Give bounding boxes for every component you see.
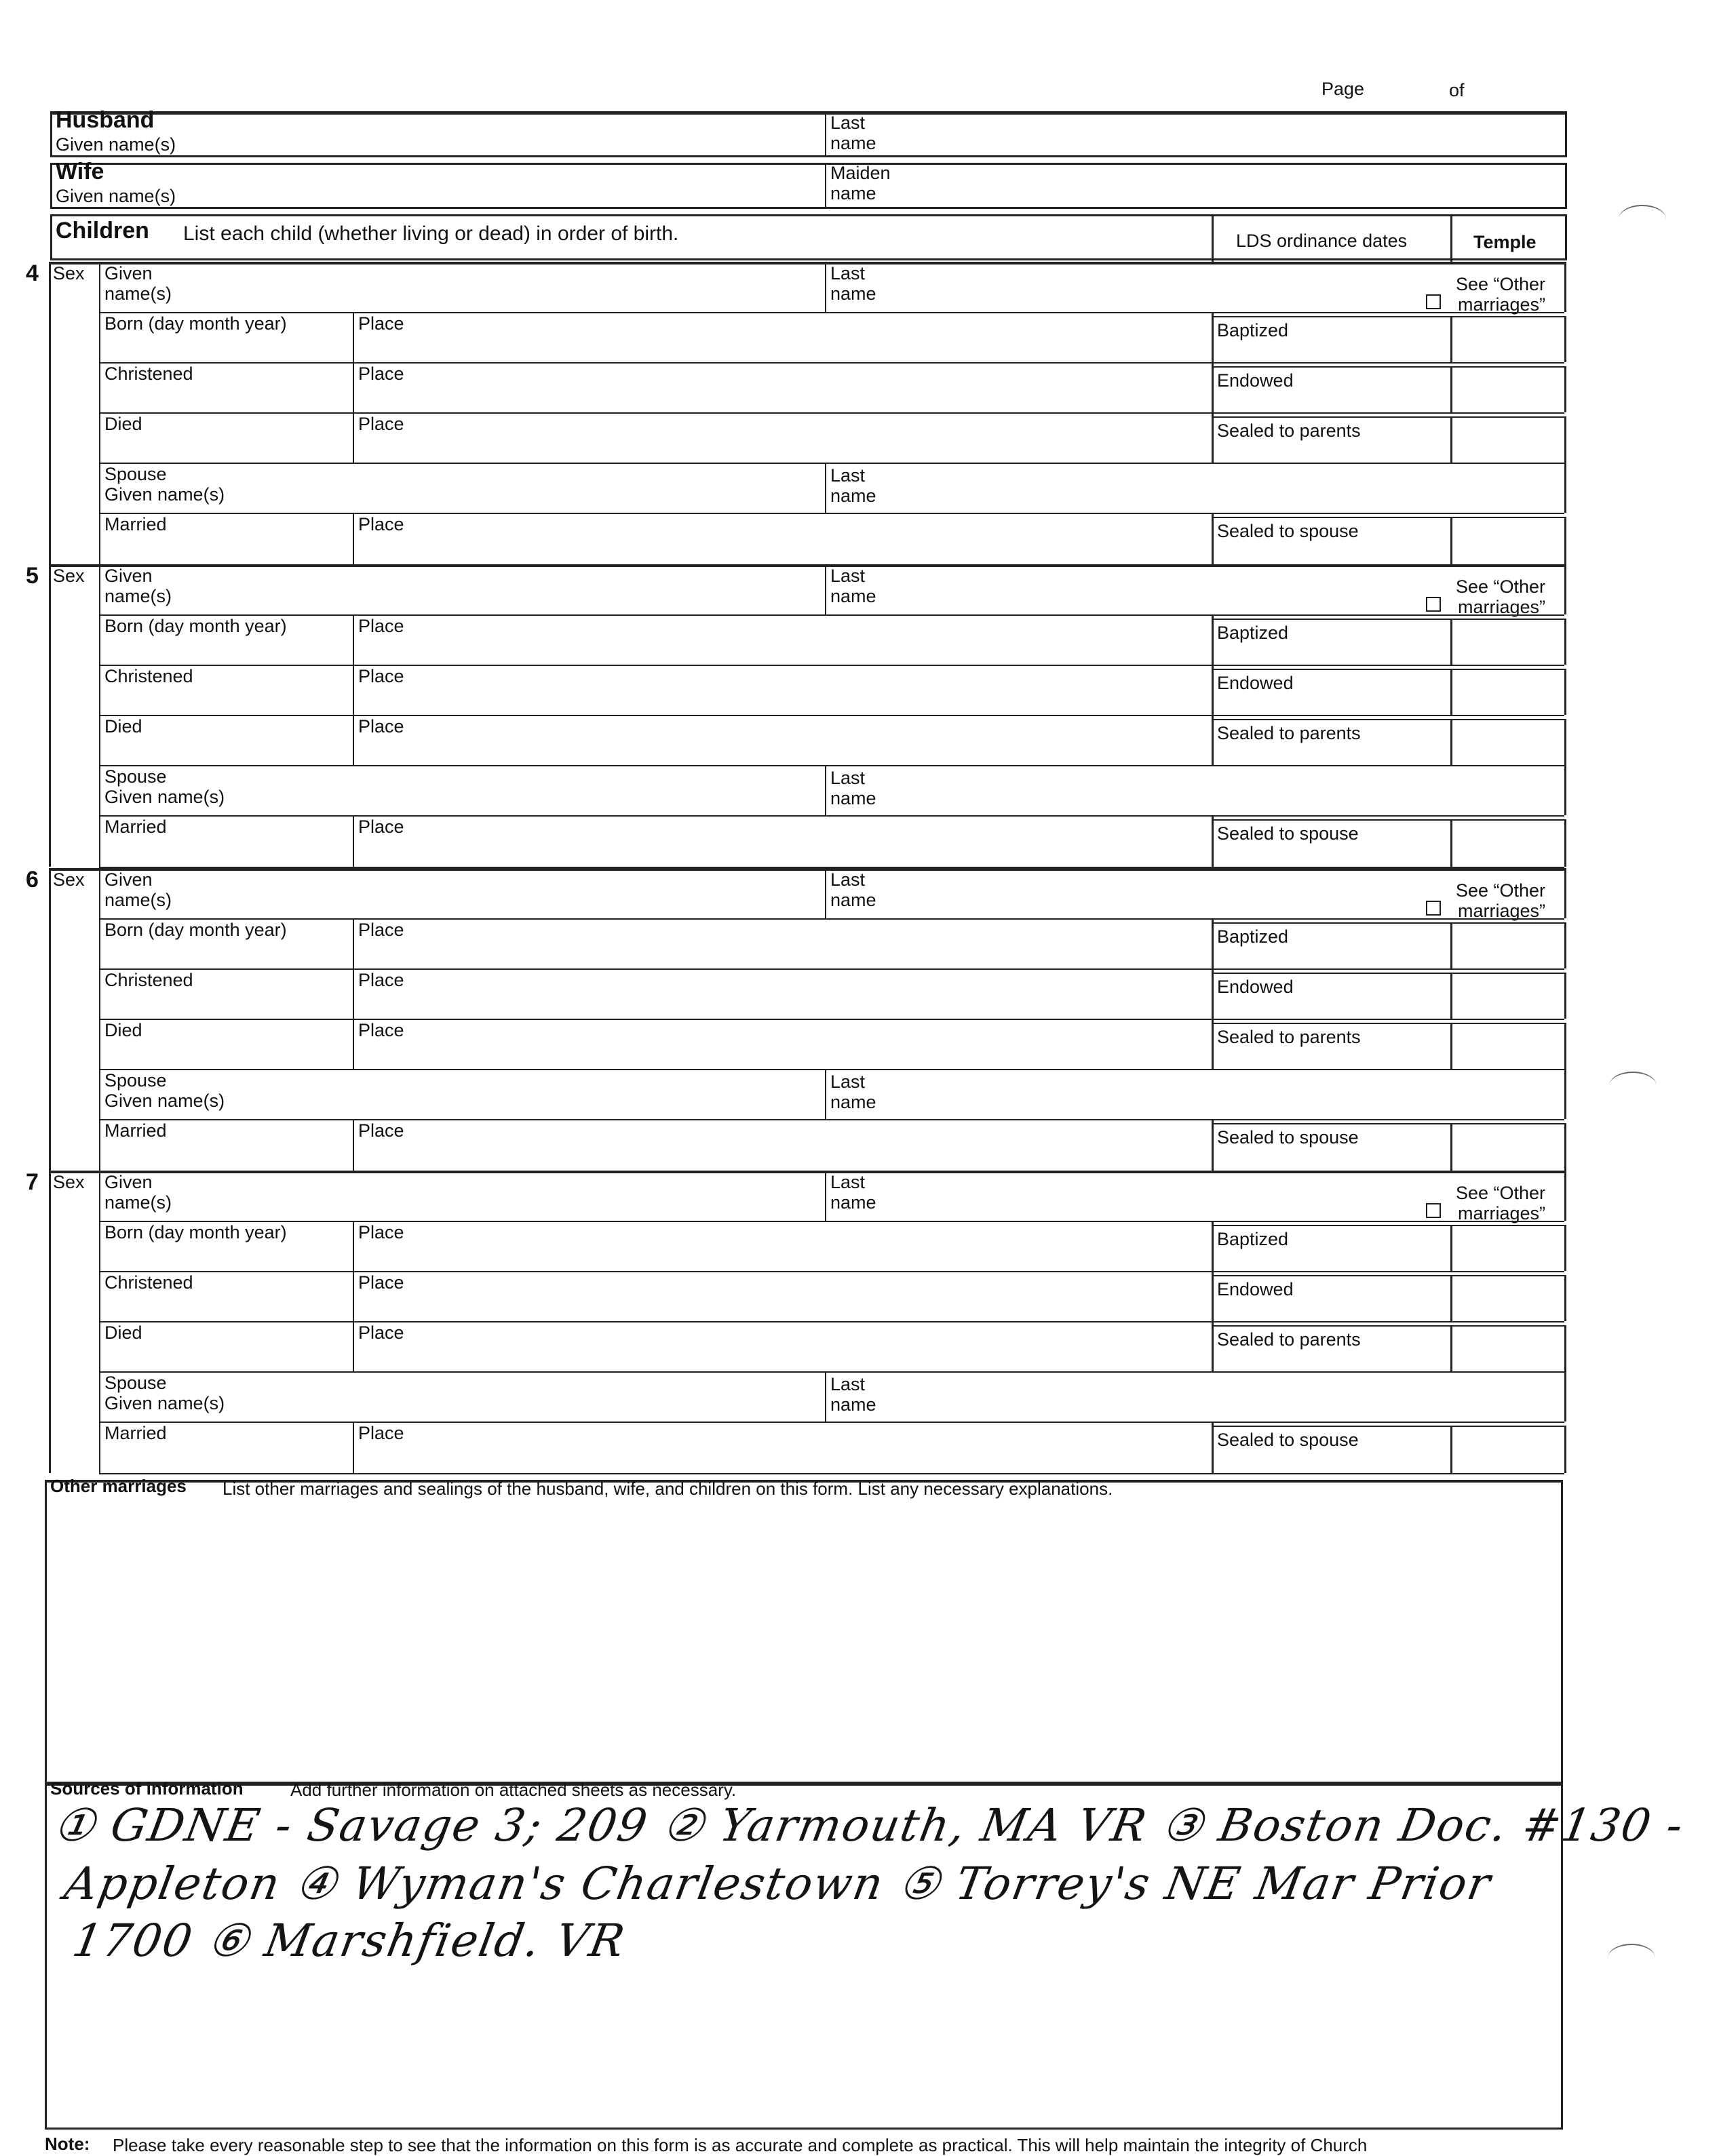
temple-header: Temple <box>1473 232 1537 252</box>
spouse-last-name-label: Last name <box>830 768 876 808</box>
place-label: Place <box>358 1020 404 1040</box>
handwritten-source-line-3: 1700 ⑥ Marshfield. VR <box>69 1915 630 1967</box>
note-text: Please take every reasonable step to see that the information on this form is as accurate and complete as practical. This will help maintain the integrity of Church <box>113 2135 1368 2155</box>
endowed-label: Endowed <box>1217 673 1294 693</box>
sex-label: Sex <box>53 263 85 283</box>
sealed-spouse-label: Sealed to spouse <box>1217 521 1359 541</box>
wife-row <box>50 159 1567 209</box>
place-label: Place <box>358 1120 404 1141</box>
lds-ordinance-header: LDS ordinance dates <box>1236 231 1408 251</box>
married-label: Married <box>104 514 167 534</box>
endowed-label: Endowed <box>1217 370 1294 391</box>
page-of-label: of <box>1449 80 1465 100</box>
sources-title: Sources of information <box>50 1778 244 1799</box>
spouse-last-name-label: Last name <box>830 1374 876 1415</box>
other-marriages-checkbox[interactable] <box>1426 597 1441 612</box>
endowed-label: Endowed <box>1217 977 1294 997</box>
husband-given-label: Given name(s) <box>56 134 176 155</box>
other-marriages-title: Other marriages <box>50 1476 187 1496</box>
endowed-label: Endowed <box>1217 1279 1294 1299</box>
other-marriages-box <box>45 1480 1563 1784</box>
given-name-label: Given name(s) <box>104 566 172 606</box>
died-label: Died <box>104 716 142 737</box>
last-name-label: Last name <box>830 566 876 606</box>
sealed-parents-label: Sealed to parents <box>1217 1329 1361 1350</box>
married-label: Married <box>104 817 167 837</box>
binder-hole-mark <box>1609 1072 1657 1100</box>
sex-label: Sex <box>53 1172 85 1192</box>
died-label: Died <box>104 1322 142 1343</box>
married-label: Married <box>104 1120 167 1141</box>
sources-instruction: Add further information on attached sheets as necessary. <box>290 1780 737 1800</box>
wife-given-label: Given name(s) <box>56 186 176 206</box>
last-name-label: Last name <box>830 1172 876 1213</box>
christened-label: Christened <box>104 970 193 990</box>
place-label: Place <box>358 616 404 636</box>
given-name-label: Given name(s) <box>104 869 172 910</box>
place-label: Place <box>358 920 404 940</box>
sex-label: Sex <box>53 566 85 586</box>
last-name-label: Last name <box>830 263 876 304</box>
baptized-label: Baptized <box>1217 320 1289 340</box>
sex-label: Sex <box>53 869 85 890</box>
spouse-label: Spouse Given name(s) <box>104 1373 225 1413</box>
children-title: Children <box>56 218 149 243</box>
place-label: Place <box>358 716 404 737</box>
died-label: Died <box>104 1020 142 1040</box>
see-other-marriages-label: See “Other marriages” <box>1455 274 1545 315</box>
spouse-last-name-label: Last name <box>830 1072 876 1112</box>
page-label: Page <box>1321 79 1365 99</box>
children-instruction: List each child (whether living or dead) in order of birth. <box>183 222 679 245</box>
wife-title: Wife <box>56 159 104 184</box>
place-label: Place <box>358 514 404 534</box>
place-label: Place <box>358 414 404 434</box>
given-name-label: Given name(s) <box>104 263 172 304</box>
other-marriages-checkbox[interactable] <box>1426 294 1441 309</box>
place-label: Place <box>358 313 404 334</box>
spouse-last-name-label: Last name <box>830 465 876 506</box>
born-label: Born (day month year) <box>104 616 287 636</box>
christened-label: Christened <box>104 364 193 384</box>
born-label: Born (day month year) <box>104 920 287 940</box>
born-label: Born (day month year) <box>104 1222 287 1242</box>
child-number: 7 <box>26 1169 39 1195</box>
place-label: Place <box>358 364 404 384</box>
child-number: 6 <box>26 867 39 893</box>
born-label: Born (day month year) <box>104 313 287 334</box>
sealed-parents-label: Sealed to parents <box>1217 1027 1361 1047</box>
spouse-label: Spouse Given name(s) <box>104 464 225 505</box>
place-label: Place <box>358 817 404 837</box>
given-name-label: Given name(s) <box>104 1172 172 1213</box>
note-title: Note: <box>45 2134 90 2154</box>
place-label: Place <box>358 666 404 686</box>
place-label: Place <box>358 1423 404 1443</box>
see-other-marriages-label: See “Other marriages” <box>1455 1183 1545 1223</box>
place-label: Place <box>358 1322 404 1343</box>
see-other-marriages-label: See “Other marriages” <box>1455 880 1545 921</box>
christened-label: Christened <box>104 1272 193 1293</box>
place-label: Place <box>358 1272 404 1293</box>
sealed-parents-label: Sealed to parents <box>1217 723 1361 743</box>
sealed-spouse-label: Sealed to spouse <box>1217 1430 1359 1450</box>
spouse-label: Spouse Given name(s) <box>104 1070 225 1111</box>
binder-hole-mark <box>1619 205 1666 233</box>
baptized-label: Baptized <box>1217 1229 1289 1249</box>
handwritten-source-line-1: ① GDNE - Savage 3; 209 ② Yarmouth, MA VR ③ Boston Doc. #130 - <box>50 1799 1688 1851</box>
last-name-label: Last name <box>830 869 876 910</box>
handwritten-source-line-2: Appleton ④ Wyman's Charlestown ⑤ Torrey's NE Mar Prior <box>60 1858 1496 1910</box>
married-label: Married <box>104 1423 167 1443</box>
other-marriages-checkbox[interactable] <box>1426 901 1441 916</box>
sealed-parents-label: Sealed to parents <box>1217 420 1361 441</box>
sealed-spouse-label: Sealed to spouse <box>1217 823 1359 844</box>
child-number: 5 <box>26 563 39 589</box>
child-number: 4 <box>26 260 39 286</box>
husband-last-label: Last name <box>830 113 876 153</box>
other-marriages-checkbox[interactable] <box>1426 1203 1441 1218</box>
baptized-label: Baptized <box>1217 926 1289 947</box>
husband-row <box>50 107 1567 157</box>
place-label: Place <box>358 1222 404 1242</box>
place-label: Place <box>358 970 404 990</box>
other-marriages-instruction: List other marriages and sealings of the husband, wife, and children on this form. List any necessary explanations. <box>223 1478 1113 1499</box>
died-label: Died <box>104 414 142 434</box>
wife-maiden-label: Maiden name <box>830 163 891 203</box>
baptized-label: Baptized <box>1217 623 1289 643</box>
husband-title: Husband <box>56 107 155 133</box>
sealed-spouse-label: Sealed to spouse <box>1217 1127 1359 1148</box>
see-other-marriages-label: See “Other marriages” <box>1455 576 1545 617</box>
spouse-label: Spouse Given name(s) <box>104 766 225 807</box>
christened-label: Christened <box>104 666 193 686</box>
binder-hole-mark <box>1608 1944 1655 1972</box>
